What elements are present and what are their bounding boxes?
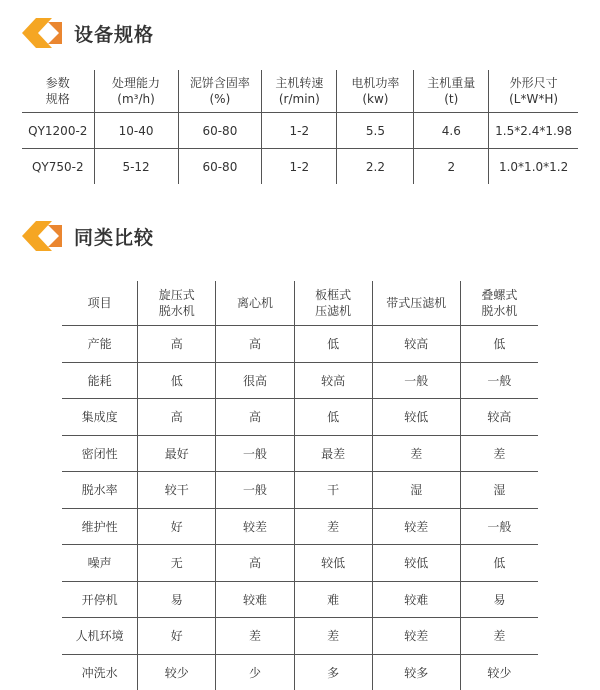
table-row [62, 472, 538, 509]
table-cell: 一般 [460, 508, 538, 545]
table-cell: 一般 [216, 435, 294, 472]
table-cell: 低 [460, 326, 538, 363]
header-line: 脱水机 [481, 304, 518, 318]
header-line: 带式压滤机 [386, 296, 447, 310]
header-line: 主机重量 [427, 76, 476, 90]
header-line: 离心机 [236, 296, 273, 310]
header-cell [460, 281, 538, 326]
table-cell: 差 [216, 618, 294, 655]
header-line: (m³/h) [117, 92, 155, 106]
chevron-logo-icon [22, 221, 66, 251]
table-cell: 差 [460, 435, 538, 472]
header-line: 主机转速 [275, 76, 324, 90]
table-cell: 维护性 [62, 508, 138, 545]
table-cell: QY750-2 [22, 149, 94, 185]
table-cell: 一般 [372, 362, 460, 399]
table-cell: 湿 [460, 472, 538, 509]
table-cell: 差 [294, 618, 372, 655]
table-cell: 脱水率 [62, 472, 138, 509]
header-line: (t) [444, 92, 459, 106]
header-line: 叠螺式 [481, 288, 518, 302]
table-cell: 高 [138, 399, 216, 436]
table-header-row [22, 70, 578, 113]
table-header-row [62, 281, 538, 326]
header-line: 处理能力 [112, 76, 161, 90]
table-cell: 较难 [216, 581, 294, 618]
table-cell: 较少 [138, 654, 216, 690]
table-cell: 最好 [138, 435, 216, 472]
table-cell: 差 [460, 618, 538, 655]
table-cell: 1.0*1.0*1.2 [489, 149, 578, 185]
table-cell: 无 [138, 545, 216, 582]
header-cell [216, 281, 294, 326]
table-row [62, 362, 538, 399]
table-cell: 5.5 [337, 113, 414, 149]
table-cell: 低 [294, 326, 372, 363]
table-row [62, 581, 538, 618]
header-line: 脱水机 [158, 304, 195, 318]
table-cell: 密闭性 [62, 435, 138, 472]
table-cell: 60-80 [178, 149, 262, 185]
header-line: 泥饼含固率 [189, 76, 250, 90]
header-cell [337, 70, 414, 113]
header-line: (r/min) [278, 92, 320, 106]
header-cell [94, 70, 178, 113]
table-cell: 较低 [372, 399, 460, 436]
header-cell [294, 281, 372, 326]
table-cell: 易 [138, 581, 216, 618]
table-cell: 差 [372, 435, 460, 472]
table-cell: 开停机 [62, 581, 138, 618]
table-cell: 较少 [460, 654, 538, 690]
table-cell: 集成度 [62, 399, 138, 436]
table-cell: QY1200-2 [22, 113, 94, 149]
spec-section-header [22, 18, 154, 48]
spec-section-title: 设备规格 [74, 23, 155, 46]
table-cell: 湿 [372, 472, 460, 509]
compare-table [62, 281, 538, 690]
header-cell [178, 70, 262, 113]
table-row [62, 654, 538, 690]
table-cell: 噪声 [62, 545, 138, 582]
table-cell: 2 [414, 149, 489, 185]
table-row [22, 113, 578, 149]
table-cell: 5-12 [94, 149, 178, 185]
table-cell: 较差 [216, 508, 294, 545]
table-cell: 人机环境 [62, 618, 138, 655]
header-line: 板框式 [315, 288, 352, 302]
table-cell: 2.2 [337, 149, 414, 185]
table-cell: 较高 [294, 362, 372, 399]
header-line: 电机功率 [351, 76, 400, 90]
table-cell: 高 [216, 326, 294, 363]
table-cell: 易 [460, 581, 538, 618]
compare-section-title: 同类比较 [74, 226, 155, 249]
table-row [62, 399, 538, 436]
table-cell: 能耗 [62, 362, 138, 399]
table-cell: 1.5*2.4*1.98 [489, 113, 578, 149]
table-cell: 少 [216, 654, 294, 690]
table-cell: 较高 [460, 399, 538, 436]
header-line: 外形尺寸 [509, 76, 558, 90]
table-cell: 高 [138, 326, 216, 363]
table-cell: 好 [138, 508, 216, 545]
table-cell: 低 [460, 545, 538, 582]
header-cell [489, 70, 578, 113]
table-cell: 难 [294, 581, 372, 618]
table-cell: 一般 [460, 362, 538, 399]
table-cell: 最差 [294, 435, 372, 472]
table-cell: 10-40 [94, 113, 178, 149]
table-cell: 一般 [216, 472, 294, 509]
compare-section-header [22, 221, 154, 251]
header-line: 参数 [45, 76, 70, 90]
header-cell [262, 70, 337, 113]
header-line: 规格 [45, 92, 70, 106]
table-cell: 较难 [372, 581, 460, 618]
table-row [62, 508, 538, 545]
header-cell [138, 281, 216, 326]
table-cell: 较差 [372, 618, 460, 655]
table-cell: 1-2 [262, 113, 337, 149]
table-cell: 较差 [372, 508, 460, 545]
table-row [62, 618, 538, 655]
table-row [62, 326, 538, 363]
header-cell [22, 70, 94, 113]
table-cell: 好 [138, 618, 216, 655]
table-cell: 多 [294, 654, 372, 690]
table-row [62, 435, 538, 472]
table-cell: 高 [216, 399, 294, 436]
table-cell: 低 [294, 399, 372, 436]
header-cell [62, 281, 138, 326]
table-cell: 很高 [216, 362, 294, 399]
chevron-logo-icon [22, 18, 66, 48]
table-cell: 60-80 [178, 113, 262, 149]
table-cell: 较低 [294, 545, 372, 582]
table-cell: 产能 [62, 326, 138, 363]
table-row [62, 545, 538, 582]
table-cell: 较高 [372, 326, 460, 363]
header-line: 旋压式 [158, 288, 195, 302]
table-row [22, 149, 578, 185]
header-cell [414, 70, 489, 113]
table-cell: 4.6 [414, 113, 489, 149]
header-line: (%) [209, 92, 231, 106]
header-line: 项目 [87, 296, 112, 310]
table-cell: 高 [216, 545, 294, 582]
table-cell: 冲洗水 [62, 654, 138, 690]
table-cell: 较低 [372, 545, 460, 582]
header-line: (L*W*H) [509, 92, 559, 106]
header-line: (kw) [362, 92, 389, 106]
header-cell [372, 281, 460, 326]
table-cell: 较干 [138, 472, 216, 509]
table-cell: 1-2 [262, 149, 337, 185]
table-cell: 差 [294, 508, 372, 545]
table-cell: 较多 [372, 654, 460, 690]
spec-table [22, 70, 578, 184]
table-cell: 干 [294, 472, 372, 509]
header-line: 压滤机 [315, 304, 352, 318]
table-cell: 低 [138, 362, 216, 399]
